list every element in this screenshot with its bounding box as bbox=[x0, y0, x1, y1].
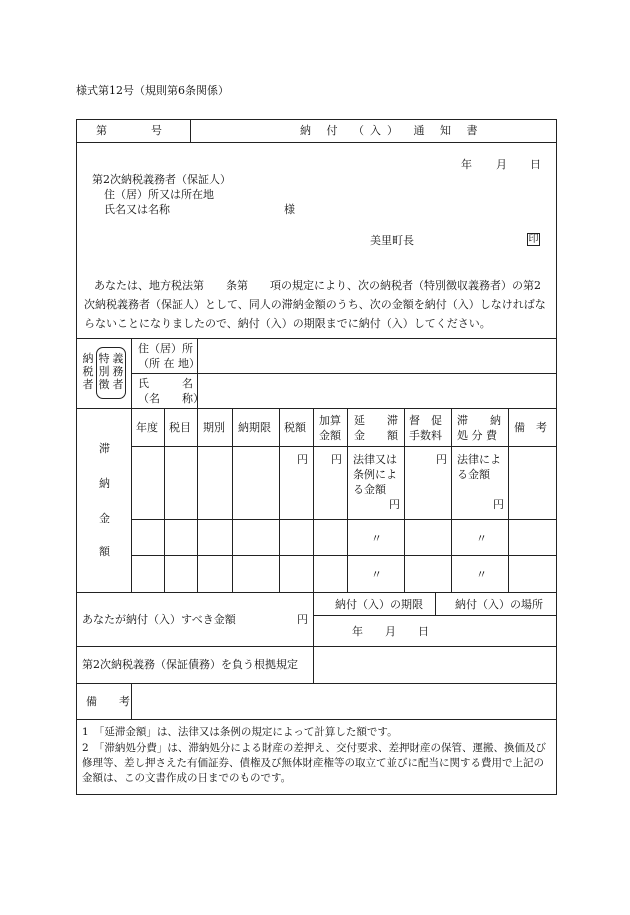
rule-notes-top bbox=[76, 719, 557, 720]
col-header-tax-amount: 税額 bbox=[284, 421, 306, 434]
basis-label: 第2次納税義務（保証債務）を負う根拠規定 bbox=[82, 658, 298, 671]
taxpayer-address-sub: （所 在 地） bbox=[138, 357, 200, 370]
row1-disposal-yen: 円 bbox=[493, 498, 504, 511]
rule-taxpayer-v bbox=[131, 338, 132, 408]
row3-disposal-ditto: 〃 bbox=[476, 568, 487, 581]
col-header-due-date: 納期限 bbox=[238, 421, 271, 434]
rule-arrears-v1 bbox=[164, 408, 165, 592]
rule-arrears-v0 bbox=[131, 408, 132, 592]
rule-arrears-v5 bbox=[313, 408, 314, 592]
rule-arrears-v4 bbox=[279, 408, 280, 592]
official-seal: 印 bbox=[528, 234, 539, 245]
taxpayer-col3-char: 者 bbox=[112, 378, 124, 391]
taxpayer-col1 bbox=[82, 352, 94, 391]
rule-basis-top bbox=[76, 646, 557, 647]
rule-arrears-head bbox=[131, 446, 557, 447]
payment-deadline-month: 月 bbox=[385, 625, 396, 638]
footnote-2: 2 「滞納処分費」は、滞納処分による財産の差押え、交付要求、差押財産の保管、運搬、換価及び修理等、差し押さえた有価証券、債権及び無体財産権等の取立て並びに配当に関する費用で上記の金額は、この文書作成の日までのものです。 bbox=[82, 742, 547, 784]
rule-payment-v2 bbox=[435, 592, 436, 615]
payment-deadline-label: 納付（入）の期限 bbox=[335, 598, 423, 611]
rule-arrears-v9 bbox=[508, 408, 509, 592]
row1-dunning-yen: 円 bbox=[436, 453, 447, 466]
taxpayer-col2 bbox=[98, 352, 110, 391]
rule-header bbox=[76, 142, 557, 143]
remarks-label: 備 考 bbox=[86, 695, 130, 708]
rule-arrears-top bbox=[76, 408, 557, 409]
taxpayer-col3-char: 務 bbox=[112, 365, 124, 378]
document-number-label: 第 号 bbox=[96, 124, 162, 137]
arrears-side-label-4: 額 bbox=[99, 545, 110, 558]
taxpayer-col3 bbox=[112, 352, 124, 391]
payment-amount-label: あなたが納付（入）すべき金額 bbox=[82, 613, 236, 626]
col-header-delay-top: 延 滞 bbox=[354, 414, 398, 427]
rule-header-v bbox=[190, 119, 191, 142]
arrears-side-label-3: 金 bbox=[99, 512, 110, 525]
rule-remarks-top bbox=[76, 683, 557, 684]
addressee-heading: 第2次納税義務者（保証人） bbox=[92, 173, 231, 186]
rule-taxpayer-top bbox=[76, 338, 557, 339]
rule-basis-v bbox=[313, 646, 314, 683]
col-header-period: 期別 bbox=[203, 421, 225, 434]
row2-delay-ditto: 〃 bbox=[371, 532, 382, 545]
taxpayer-col2-char: 別 bbox=[98, 365, 110, 378]
taxpayer-name-sub: （名 称） bbox=[138, 392, 204, 405]
arrears-side-label-2: 納 bbox=[99, 477, 110, 490]
taxpayer-address-label: 住（居）所 bbox=[138, 342, 193, 355]
row1-disposal-note-1: 法律によ bbox=[457, 453, 501, 466]
row1-delay-yen: 円 bbox=[389, 498, 400, 511]
col-header-delay-bottom: 金 額 bbox=[354, 429, 398, 442]
payment-deadline-day: 日 bbox=[418, 625, 429, 638]
rule-payment-mid bbox=[313, 615, 557, 616]
notice-paragraph: あなたは、地方税法第 条第 項の規定により、次の納税者（特別徴収義務者）の第2次納税義務者（保証人）として、同人の滞納金額のうち、次の金額を納付（入）しなければならないことになりましたので、納付（入）の期限までに納付（入）してください。 bbox=[84, 279, 546, 330]
payment-place-label: 納付（入）の場所 bbox=[455, 598, 543, 611]
row2-disposal-ditto: 〃 bbox=[476, 532, 487, 545]
row1-additional-yen: 円 bbox=[331, 453, 342, 466]
rule-arrears-r2 bbox=[131, 555, 557, 556]
row1-disposal-note-2: る金額 bbox=[457, 468, 490, 481]
col-header-tax-item: 税目 bbox=[169, 421, 191, 434]
col-header-dunning-bottom: 手数料 bbox=[409, 429, 442, 442]
payment-deadline-year: 年 bbox=[352, 625, 363, 638]
col-header-disposal-top: 滞 納 bbox=[457, 414, 501, 427]
rule-arrears-v2 bbox=[197, 408, 198, 592]
row1-tax-yen: 円 bbox=[297, 453, 308, 466]
row1-delay-note-3: る金額 bbox=[353, 483, 386, 496]
rule-remarks-v bbox=[131, 683, 132, 719]
taxpayer-col2-char: 徴 bbox=[98, 378, 110, 391]
addressee-address-label: 住（居）所又は所在地 bbox=[104, 188, 214, 201]
rule-payment-v1 bbox=[313, 592, 314, 646]
col-header-remarks: 備 考 bbox=[514, 421, 547, 434]
taxpayer-col3-char: 義 bbox=[112, 352, 124, 365]
taxpayer-name-label: 氏 名 bbox=[138, 377, 193, 390]
addressee-name-label: 氏名又は名称 bbox=[104, 203, 170, 216]
taxpayer-col1-char: 者 bbox=[82, 378, 94, 391]
issuer-name: 美里町長 bbox=[370, 234, 414, 247]
col-header-additional-top: 加算 bbox=[319, 414, 341, 427]
col-header-disposal-bottom: 処 分 費 bbox=[457, 429, 497, 442]
date-month: 月 bbox=[496, 158, 507, 171]
rule-arrears-v8 bbox=[451, 408, 452, 592]
rule-arrears-v6 bbox=[347, 408, 348, 592]
rule-arrears-r1 bbox=[131, 519, 557, 520]
taxpayer-col1-char: 納 bbox=[82, 352, 94, 365]
date-day: 日 bbox=[530, 158, 541, 171]
taxpayer-col1-char: 税 bbox=[82, 365, 94, 378]
form-id: 様式第12号（規則第6条関係） bbox=[76, 84, 229, 97]
row3-delay-ditto: 〃 bbox=[371, 568, 382, 581]
row1-delay-note-1: 法律又は bbox=[353, 453, 397, 466]
col-header-additional-bottom: 金額 bbox=[319, 429, 341, 442]
rule-taxpayer-mid bbox=[131, 373, 557, 374]
taxpayer-col2-char: 特 bbox=[98, 352, 110, 365]
document-title: 納 付 （入） 通 知 書 bbox=[300, 124, 484, 137]
date-year: 年 bbox=[461, 158, 472, 171]
rule-arrears-v3 bbox=[232, 408, 233, 592]
arrears-side-label-1: 滞 bbox=[99, 442, 110, 455]
col-header-dunning-top: 督 促 bbox=[409, 414, 442, 427]
col-header-fiscal-year: 年度 bbox=[136, 421, 158, 434]
payment-amount-yen: 円 bbox=[297, 613, 308, 626]
row1-delay-note-2: 条例によ bbox=[353, 468, 397, 481]
footnote-1: 1 「延滞金額」は、法律又は条例の規定によって計算した額です。 bbox=[82, 726, 398, 738]
rule-arrears-v7 bbox=[404, 408, 405, 592]
addressee-honorific: 様 bbox=[284, 203, 295, 216]
rule-payment-top bbox=[76, 592, 557, 593]
